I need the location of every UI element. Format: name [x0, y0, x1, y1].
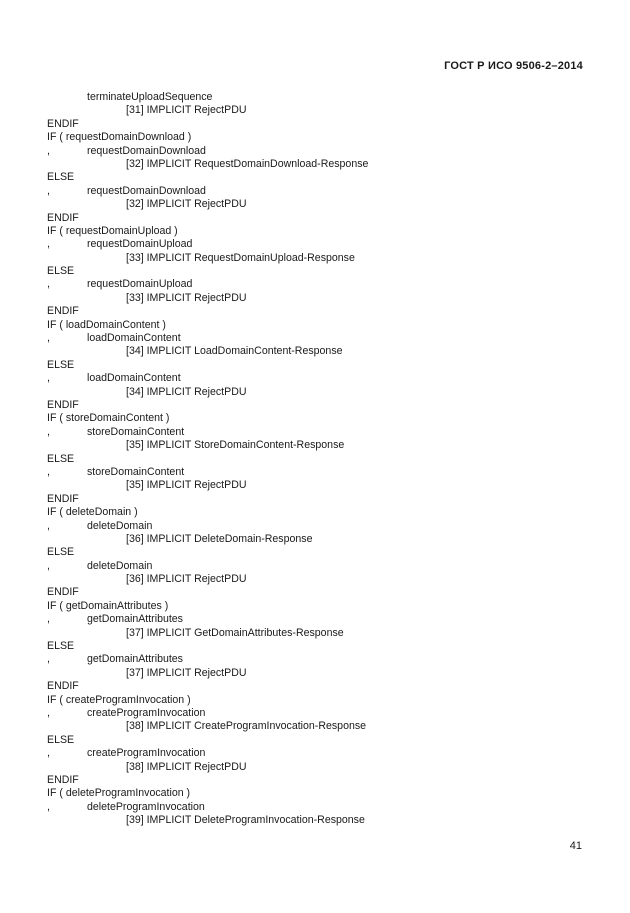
code-line: [47, 774, 610, 787]
code-line-text: [35] IMPLICIT StoreDomainContent-Response: [126, 439, 345, 452]
code-line-text: ENDIF: [47, 586, 79, 599]
code-line: [47, 278, 610, 291]
code-line-text: ENDIF: [47, 211, 79, 224]
code-line-text: IF ( requestDomainDownload ): [47, 131, 192, 144]
code-line: [47, 747, 610, 760]
code-line-text: getDomainAttributes: [87, 613, 183, 626]
code-line-text: loadDomainContent: [87, 332, 181, 345]
code-line-text: IF ( deleteDomain ): [47, 506, 138, 519]
code-line-text: ELSE: [47, 452, 75, 465]
code-line: [47, 573, 610, 586]
comma-separator: ,: [47, 425, 50, 438]
code-line-text: [38] IMPLICIT RejectPDU: [126, 760, 247, 773]
code-line-text: [36] IMPLICIT DeleteDomain-Response: [126, 532, 313, 545]
code-line-text: [33] IMPLICIT RequestDomainUpload-Response: [126, 251, 355, 264]
code-line-text: requestDomainDownload: [87, 144, 206, 157]
comma-separator: ,: [47, 372, 50, 385]
code-line: [47, 91, 610, 104]
asn1-code-block: [47, 91, 610, 827]
code-line-text: [37] IMPLICIT RejectPDU: [126, 666, 247, 679]
comma-separator: ,: [47, 519, 50, 532]
comma-separator: ,: [47, 465, 50, 478]
page-number: 41: [569, 840, 582, 852]
code-line-text: IF ( deleteProgramInvocation ): [47, 787, 191, 800]
code-line: [47, 265, 610, 278]
code-line-text: [36] IMPLICIT RejectPDU: [126, 573, 247, 586]
code-line: [47, 426, 610, 439]
code-line-text: storeDomainContent: [87, 465, 185, 478]
code-line-text: ELSE: [47, 640, 75, 653]
code-line-text: ELSE: [47, 733, 75, 746]
code-line: [47, 145, 610, 158]
code-line-text: requestDomainUpload: [87, 238, 193, 251]
code-line: [47, 680, 610, 693]
code-line: [47, 386, 610, 399]
code-line-text: [32] IMPLICIT RejectPDU: [126, 198, 247, 211]
code-line: [47, 506, 610, 519]
code-line: [47, 720, 610, 733]
code-line-text: [34] IMPLICIT RejectPDU: [126, 385, 247, 398]
comma-separator: ,: [47, 332, 50, 345]
code-line-text: [32] IMPLICIT RequestDomainDownload-Response: [126, 157, 369, 170]
code-line: [47, 613, 610, 626]
code-line-text: ENDIF: [47, 117, 79, 130]
code-line-text: requestDomainDownload: [87, 184, 206, 197]
code-line-text: ENDIF: [47, 398, 79, 411]
code-line: [47, 131, 610, 144]
code-line-text: storeDomainContent: [87, 425, 185, 438]
code-line-text: ENDIF: [47, 680, 79, 693]
code-line-text: IF ( storeDomainContent ): [47, 412, 170, 425]
code-line-text: IF ( createProgramInvocation ): [47, 693, 191, 706]
code-line-text: terminateUploadSequence: [87, 91, 213, 103]
code-line: [47, 761, 610, 774]
code-line: [47, 225, 610, 238]
comma-separator: ,: [47, 653, 50, 666]
code-line: [47, 359, 610, 372]
code-line-text: [33] IMPLICIT RejectPDU: [126, 291, 247, 304]
code-line: [47, 185, 610, 198]
code-line: [47, 252, 610, 265]
comma-separator: ,: [47, 747, 50, 760]
code-line: [47, 694, 610, 707]
code-line: [47, 212, 610, 225]
code-line: [47, 372, 610, 385]
comma-separator: ,: [47, 800, 50, 813]
code-line-text: [31] IMPLICIT RejectPDU: [126, 104, 247, 117]
code-line: [47, 453, 610, 466]
code-line: [47, 332, 610, 345]
code-line: [47, 600, 610, 613]
code-line: [47, 627, 610, 640]
comma-separator: ,: [47, 613, 50, 626]
comma-separator: ,: [47, 706, 50, 719]
code-line: [47, 560, 610, 573]
comma-separator: ,: [47, 559, 50, 572]
code-line-text: ENDIF: [47, 305, 79, 318]
comma-separator: ,: [47, 144, 50, 157]
code-line-text: ELSE: [47, 546, 75, 559]
comma-separator: ,: [47, 238, 50, 251]
code-line-text: IF ( requestDomainUpload ): [47, 224, 178, 237]
code-line: [47, 520, 610, 533]
code-line: [47, 292, 610, 305]
code-line-text: getDomainAttributes: [87, 653, 183, 666]
comma-separator: ,: [47, 184, 50, 197]
code-line: [47, 533, 610, 546]
code-line: [47, 399, 610, 412]
code-line-text: [35] IMPLICIT RejectPDU: [126, 479, 247, 492]
code-line: [47, 345, 610, 358]
code-line-text: [34] IMPLICIT LoadDomainContent-Response: [126, 345, 343, 358]
code-line-text: createProgramInvocation: [87, 747, 206, 760]
code-line: [47, 493, 610, 506]
code-line: [47, 814, 610, 827]
document-header: ГОСТ Р ИСО 9506-2–2014: [444, 60, 583, 72]
code-line: [47, 412, 610, 425]
code-line: [47, 439, 610, 452]
code-line: [47, 104, 610, 117]
code-line: [47, 118, 610, 131]
code-line: [47, 171, 610, 184]
code-line: [47, 319, 610, 332]
code-line: [47, 466, 610, 479]
code-line-text: IF ( loadDomainContent ): [47, 318, 166, 331]
code-line-text: createProgramInvocation: [87, 706, 206, 719]
code-line: [47, 640, 610, 653]
code-line-text: ELSE: [47, 265, 75, 278]
code-line-text: IF ( getDomainAttributes ): [47, 599, 169, 612]
code-line-text: deleteProgramInvocation: [87, 800, 205, 813]
code-line-text: ENDIF: [47, 773, 79, 786]
code-line: [47, 238, 610, 251]
code-line-text: deleteDomain: [87, 559, 153, 572]
code-line: [47, 546, 610, 559]
code-line-text: ENDIF: [47, 492, 79, 505]
code-line: [47, 653, 610, 666]
code-line: [47, 198, 610, 211]
code-line-text: deleteDomain: [87, 519, 153, 532]
code-line-text: [37] IMPLICIT GetDomainAttributes-Response: [126, 626, 344, 639]
code-line: [47, 479, 610, 492]
code-line: [47, 801, 610, 814]
code-line-text: ELSE: [47, 171, 75, 184]
code-line: [47, 305, 610, 318]
code-line-text: ELSE: [47, 358, 75, 371]
comma-separator: ,: [47, 278, 50, 291]
code-line: [47, 734, 610, 747]
code-line: [47, 158, 610, 171]
code-line: [47, 707, 610, 720]
code-line-text: requestDomainUpload: [87, 278, 193, 291]
code-line: [47, 667, 610, 680]
code-line-text: [38] IMPLICIT CreateProgramInvocation-Response: [126, 720, 367, 733]
code-line-text: [39] IMPLICIT DeleteProgramInvocation-Response: [126, 814, 365, 827]
code-line: [47, 787, 610, 800]
code-line-text: loadDomainContent: [87, 372, 181, 385]
code-line: [47, 586, 610, 599]
